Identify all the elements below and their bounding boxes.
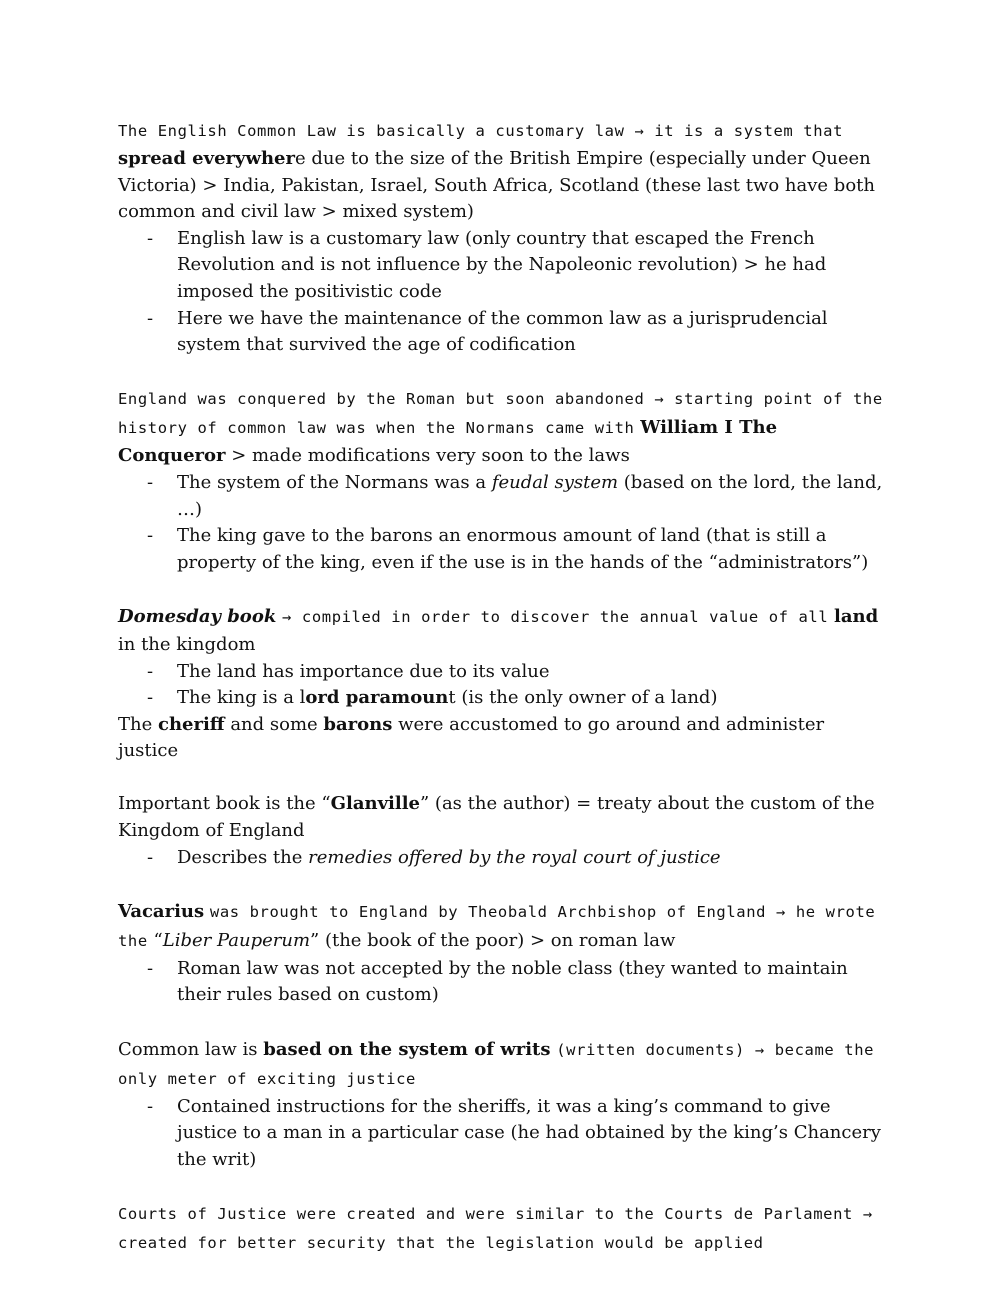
bullet-list [118, 226, 888, 359]
body-text: The king is a l [177, 687, 306, 709]
paragraph-courts [118, 1200, 888, 1258]
body-text: were accustomed to go around and administer justice [118, 713, 825, 762]
paragraph-glanville [118, 791, 888, 844]
list-item [118, 685, 888, 712]
bold-text: cheriff [157, 713, 225, 735]
list-item: - The king gave to the barons an enormous amount of land (that is still a property of the king, even if the use is in the hands of the “administrators”) [118, 523, 888, 576]
mono-text: → compiled in order to discover the annual value of all [282, 607, 829, 626]
bullet-list [118, 956, 888, 1009]
bold-text: Glanville [330, 793, 420, 815]
body-text: Describes the [177, 846, 309, 868]
body-text: t (is the only owner of a land) [448, 687, 718, 709]
bullet-list [118, 845, 888, 872]
bold-text: land [834, 605, 879, 627]
bold-text: ord paramoun [305, 687, 449, 709]
bold-text: William I The Conqueror [118, 417, 778, 467]
document-body [118, 117, 888, 1258]
bold-text: barons [323, 713, 393, 735]
bullet-list [118, 659, 888, 712]
body-text: The system of the Normans was a [177, 471, 492, 493]
paragraph-cheriff [118, 712, 888, 765]
spacer [118, 1173, 888, 1200]
body-text: “ [147, 929, 163, 951]
body-text: and some [224, 713, 324, 735]
paragraph-domesday [118, 603, 888, 659]
mono-text: England was conquered by the Roman but soon abandoned → starting point of the history of common law was when the Normans came with [118, 390, 883, 438]
bullet-list [118, 1094, 888, 1174]
spacer [118, 576, 888, 603]
spacer [118, 765, 888, 792]
list-item: - Contained instructions for the sheriffs, it was a king’s command to give justice to a man in a particular case (he had obtained by the king’s Chancery the writ) [118, 1094, 888, 1174]
body-text: ” (as the author) = treaty about the custom of the Kingdom of England [118, 793, 875, 842]
list-item [118, 470, 888, 523]
bold-text: Vacarius [118, 900, 205, 922]
italic-text: Liber Pauperum [162, 929, 311, 951]
mono-text: was brought to England by Theobald Archbishop of England → he wrote the [118, 902, 876, 950]
body-text: Common law is [118, 1038, 264, 1060]
mono-text: (written documents) → became the only meter of exciting justice [118, 1040, 875, 1088]
bold-text: spread everywher [118, 148, 295, 169]
italic-text: remedies offered by the royal court of justice [308, 846, 721, 868]
list-item: - Roman law was not accepted by the noble class (they wanted to maintain their rules based on custom) [118, 956, 888, 1009]
bold-italic-text: Domesday book [118, 605, 277, 627]
body-text: ” (the book of the poor) > on roman law [310, 929, 676, 951]
spacer [118, 359, 888, 386]
list-item: - English law is a customary law (only country that escaped the French Revolution and is not influence by the Napoleonic revolution) > he had imposed the positivistic code [118, 226, 888, 306]
list-item: - The land has importance due to its value [118, 659, 888, 686]
bullet-list [118, 470, 888, 576]
bold-text: based on the system of writs [263, 1038, 551, 1060]
mono-text: The English Common Law is basically a customary law → it is a system that [118, 122, 844, 140]
body-text: (based on the lord, the land, …) [177, 471, 883, 520]
body-text: e due to the size of the British Empire (especially under Queen Victoria) > India, Pakistan, Israel, South Africa, Scotland (these last two have both common and civil law > mixed system) [118, 148, 875, 223]
body-text: > made modifications very soon to the laws [225, 445, 630, 467]
spacer [118, 1009, 888, 1036]
list-item: - Here we have the maintenance of the common law as a jurisprudencial system that survived the age of codification [118, 306, 888, 359]
body-text: The [118, 713, 158, 735]
paragraph-vacarius [118, 898, 888, 956]
spacer [118, 871, 888, 898]
paragraph-normans [118, 385, 888, 470]
paragraph-writs [118, 1036, 888, 1094]
list-item [118, 845, 888, 872]
paragraph-common-law-intro [118, 117, 888, 226]
italic-text: feudal system [491, 471, 619, 493]
body-text: in the kingdom [118, 633, 256, 655]
mono-text: Courts of Justice were created and were similar to the Courts de Parlament → created for better security that the legislation would be applied [118, 1205, 873, 1252]
body-text: Important book is the “ [118, 793, 331, 815]
